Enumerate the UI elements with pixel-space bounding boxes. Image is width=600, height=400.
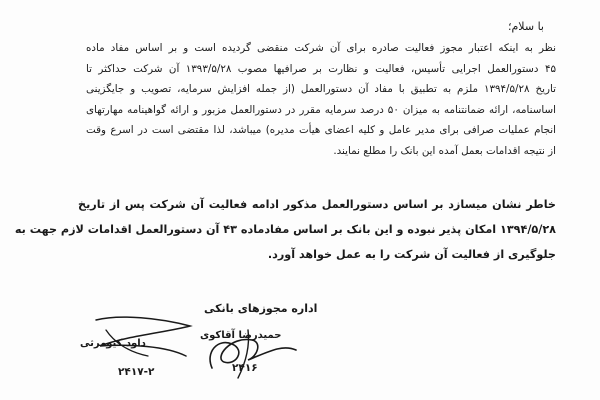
paragraph-1-line: نظر به اینکه اعتبار مجوز فعالیت صادره برای آن شرکت منقضی گردیده است و بر اساس مفاد ماده [86,42,556,54]
signature-number-1: ۲۴۱۶ [232,362,258,374]
letter-greeting: با سلام؛ [508,20,544,33]
department-name: اداره مجوزهای بانکی [204,302,318,315]
signature-number-2: ۲۴۱۷-۲ [118,366,155,378]
paragraph-2-line: ۱۳۹۴/۵/۲۸ امکان پذیر نبوده و این بانک بر اساس مفادماده ۴۳ آن دستورالعمل اقدامات لازم جهت به [14,223,556,236]
letter-paragraph-2 [14,192,556,267]
paragraph-1-line: ۴۵ دستورالعمل اجرایی تأسیس، فعالیت و نظارت بر صرافیها مصوب ۱۳۹۳/۵/۲۸ آن شرکت حداکثر تا [86,62,556,75]
signer-2-name: داود کیومرثی [80,338,146,349]
signer-1-name: حمیدرضا آقاکوی [200,330,282,341]
letter-paragraph-1 [86,38,556,162]
paragraph-2-line: جلوگیری از فعالیت آن شرکت را به عمل خواهد آورد. [267,248,556,261]
paragraph-1-line: اساسنامه، ارائه ضمانتنامه به میزان ۵۰ درصد سرمایه مقرر در دستورالعمل مزبور و ارائه گواهینامه مهارتهای [86,103,556,116]
signature-2-stroke [96,317,190,356]
paragraph-1-line: از نتیجه اقدامات بعمل آمده این بانک را مطلع نمایند. [333,144,556,157]
paragraph-2-line: خاطر نشان میسازد بر اساس دستورالعمل مذکور ادامه فعالیت آن شرکت پس از تاریخ [78,198,556,211]
paragraph-1-line: انجام عملیات صرافی برای مدیر عامل و کلیه اعضای هیأت مدیره) میباشد، لذا مقتضی است در اسرع وقت [86,124,556,137]
paragraph-1-line: تاریخ ۱۳۹۴/۵/۲۸ ملزم به تطبیق با مفاد آن دستورالعمل (از جمله افزایش سرمایه، تصویب و جایگزینی [86,83,556,96]
